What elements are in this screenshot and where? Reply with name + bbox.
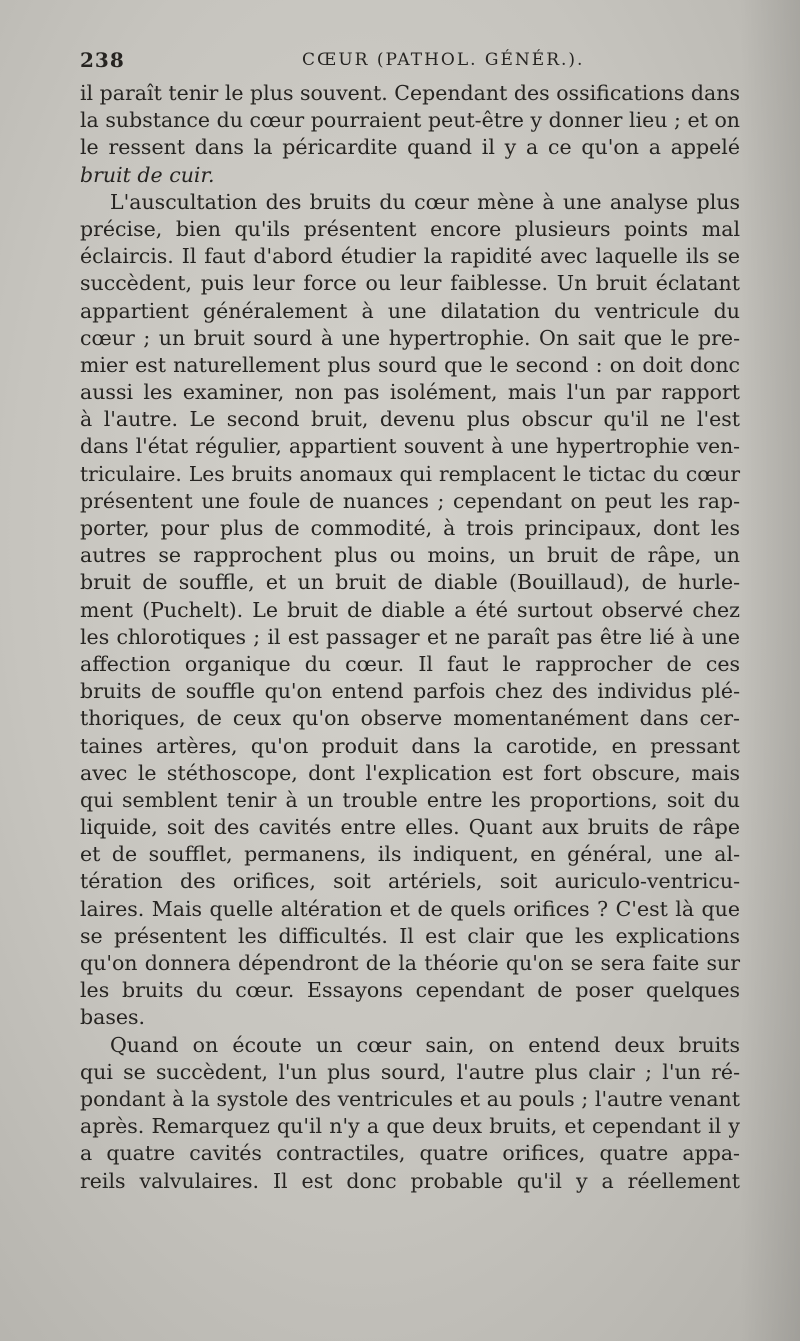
text-line: cœur ; un bruit sourd à une hypertrophie. On sait que le pre- xyxy=(80,325,740,350)
text-line: thoriques, de ceux qu'on observe momentanément dans cer- xyxy=(80,706,740,731)
text-line: bruit de souffle, et un bruit de diable (Bouillaud), de hurle- xyxy=(80,570,740,595)
text-line: éclaircis. Il faut d'abord étudier la rapidité avec laquelle ils se xyxy=(80,244,740,269)
text-line: avec le stéthoscope, dont l'explication est fort obscure, mais xyxy=(80,760,740,785)
text-line: présentent une foule de nuances ; cependant on peut les rap- xyxy=(80,488,740,513)
text-line: reils valvulaires. Il est donc probable qu'il y a réellement xyxy=(80,1168,740,1193)
page-number: 238 xyxy=(80,48,125,72)
text-line: pondant à la systole des ventricules et au pouls ; l'autre venant xyxy=(80,1086,740,1111)
text-line: le ressent dans la péricardite quand il y a ce qu'on a appelé xyxy=(80,135,740,160)
text-line: après. Remarquez qu'il n'y a que deux bruits, et cependant il y xyxy=(80,1114,740,1139)
text-line: à l'autre. Le second bruit, devenu plus obscur qu'il ne l'est xyxy=(80,407,740,432)
text-line: les chlorotiques ; il est passager et ne paraît pas être lié à une xyxy=(80,624,740,649)
italic-term: bruit de cuir. xyxy=(80,162,215,187)
text-line: qu'on donnera dépendront de la théorie qu'on se sera faite sur xyxy=(80,951,740,975)
text-line: se présentent les difficultés. Il est clair que les explications xyxy=(80,923,740,948)
text-line: ment (Puchelt). Le bruit de diable a été surtout observé chez xyxy=(80,597,740,622)
text-line: il paraît tenir le plus souvent. Cependant des ossifications dans xyxy=(80,81,740,105)
text-line: succèdent, puis leur force ou leur faiblesse. Un bruit éclatant xyxy=(80,271,740,296)
text-line: et de soufflet, permanens, ils indiquent, en général, une al- xyxy=(80,842,740,867)
text-line: dans l'état régulier, appartient souvent à une hypertrophie ven- xyxy=(80,434,740,459)
text-line: tération des orifices, soit artériels, soit auriculo-ventricu- xyxy=(80,869,740,894)
text-line: les bruits du cœur. Essayons cependant de poser quelques xyxy=(80,978,740,1003)
text-line: triculaire. Les bruits anomaux qui remplacent le tictac du cœur xyxy=(80,461,740,486)
text-line: affection organique du cœur. Il faut le rapprocher de ces xyxy=(80,651,740,676)
text-line: a quatre cavités contractiles, quatre orifices, quatre appa- xyxy=(80,1141,740,1166)
text-line: porter, pour plus de commodité, à trois principaux, dont les xyxy=(80,516,740,540)
running-head: CŒUR (PATHOL. GÉNÉR.). xyxy=(302,50,585,70)
paragraph-start-line: Quand on écoute un cœur sain, on entend deux bruits xyxy=(110,1032,740,1057)
text-line: bruits de souffle qu'on entend parfois chez des individus plé- xyxy=(80,679,740,704)
body-text xyxy=(80,80,740,1195)
text-line: la substance du cœur pourraient peut-être y donner lieu ; et on xyxy=(80,108,740,133)
text-line: aussi les examiner, non pas isolément, mais l'un par rapport xyxy=(80,380,740,405)
text-line: appartient généralement à une dilatation du ventricule du xyxy=(80,298,740,323)
page-header xyxy=(80,48,740,76)
text-line: laires. Mais quelle altération et de quels orifices ? C'est là que xyxy=(80,896,740,921)
text-line: autres se rapprochent plus ou moins, un bruit de râpe, un xyxy=(80,543,740,568)
paragraph-start-line: L'auscultation des bruits du cœur mène à une analyse plus xyxy=(110,189,740,214)
text-line: liquide, soit des cavités entre elles. Quant aux bruits de râpe xyxy=(80,815,740,840)
text-line: précise, bien qu'ils présentent encore plusieurs points mal xyxy=(80,216,740,241)
text-line xyxy=(80,162,740,189)
page-edge-shadow xyxy=(740,0,800,1341)
text-line: qui semblent tenir à un trouble entre les proportions, soit du xyxy=(80,787,740,812)
text-line: qui se succèdent, l'un plus sourd, l'autre plus clair ; l'un ré- xyxy=(80,1059,740,1084)
text-line: taines artères, qu'on produit dans la carotide, en pressant xyxy=(80,733,740,758)
text-line: bases. xyxy=(80,1005,146,1030)
text-line: mier est naturellement plus sourd que le second : on doit donc xyxy=(80,352,740,377)
